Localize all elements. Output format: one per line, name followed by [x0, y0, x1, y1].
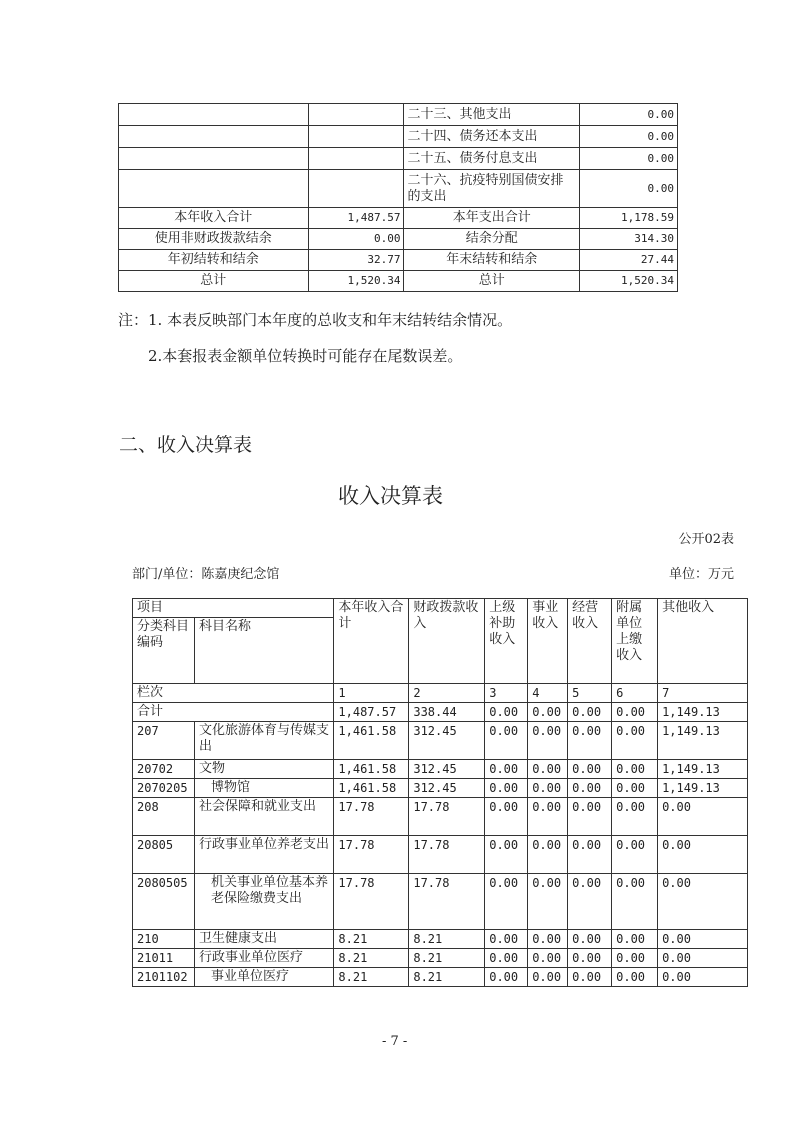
summary-cell: 本年支出合计 [404, 208, 580, 229]
table-row [133, 760, 748, 779]
summary-cell: 0.00 [580, 104, 678, 126]
summary-cell: 1,520.34 [308, 271, 404, 292]
table-cell: 0.00 [612, 949, 658, 968]
table-cell: 0.00 [612, 722, 658, 760]
table-code: 公开02表 [678, 532, 734, 547]
header-operating: 经营收入 [568, 599, 612, 684]
table-cell: 1,149.13 [658, 760, 748, 779]
code-cell: 20702 [133, 760, 195, 779]
summary-table [118, 103, 678, 292]
table-cell: 0.00 [568, 836, 612, 874]
header-name: 科目名称 [194, 618, 333, 684]
table-cell: 0.00 [658, 798, 748, 836]
summary-cell: 1,178.59 [580, 208, 678, 229]
table-cell: 0.00 [658, 836, 748, 874]
col-index: 3 [485, 684, 528, 703]
table-row [133, 779, 748, 798]
table-cell: 0.00 [528, 703, 568, 722]
table-cell: 0.00 [612, 779, 658, 798]
table-cell: 0.00 [568, 968, 612, 987]
code-cell: 21011 [133, 949, 195, 968]
total-label: 合计 [133, 703, 334, 722]
col-index: 5 [568, 684, 612, 703]
table-cell: 1,461.58 [334, 779, 409, 798]
table-cell: 1,149.13 [658, 703, 748, 722]
table-cell: 8.21 [409, 949, 485, 968]
table-cell: 0.00 [485, 703, 528, 722]
table-cell: 312.45 [409, 760, 485, 779]
table-cell: 0.00 [658, 949, 748, 968]
summary-cell: 总计 [404, 271, 580, 292]
col-index: 1 [334, 684, 409, 703]
note-line-2: 2.本套报表金额单位转换时可能存在尾数误差。 [148, 347, 463, 365]
table-row [119, 104, 678, 126]
name-cell: 文化旅游体育与传媒支出 [194, 722, 333, 760]
table-cell: 1,461.58 [334, 722, 409, 760]
summary-cell: 使用非财政拨款结余 [119, 229, 309, 250]
summary-cell [119, 104, 309, 126]
summary-cell: 314.30 [580, 229, 678, 250]
table-cell: 0.00 [485, 836, 528, 874]
code-cell: 210 [133, 930, 195, 949]
table-row [133, 949, 748, 968]
table-cell: 1,461.58 [334, 760, 409, 779]
table-cell: 0.00 [568, 798, 612, 836]
table-cell: 0.00 [485, 798, 528, 836]
unit-label: 单位：万元 [668, 567, 734, 582]
header-code: 分类科目编码 [133, 618, 195, 684]
table-cell: 17.78 [334, 836, 409, 874]
summary-cell: 年末结转和结余 [404, 250, 580, 271]
table-row [133, 930, 748, 949]
summary-cell: 0.00 [580, 170, 678, 208]
summary-cell [119, 148, 309, 170]
table-cell: 338.44 [409, 703, 485, 722]
header-business: 事业收入 [528, 599, 568, 684]
summary-cell: 二十六、抗疫特别国债安排的支出 [404, 170, 580, 208]
summary-cell: 0.00 [308, 229, 404, 250]
section-heading: 二、收入决算表 [119, 434, 253, 456]
note-line-1: 注：1. 本表反映部门本年度的总收支和年末结转结余情况。 [118, 311, 513, 329]
summary-cell: 结余分配 [404, 229, 580, 250]
table-row [133, 722, 748, 760]
table-cell: 0.00 [528, 760, 568, 779]
table-cell: 0.00 [612, 760, 658, 779]
table-cell: 312.45 [409, 722, 485, 760]
table-cell: 0.00 [528, 779, 568, 798]
table-cell: 0.00 [528, 836, 568, 874]
table-cell: 1,149.13 [658, 779, 748, 798]
table-cell: 0.00 [612, 703, 658, 722]
table-header-row [133, 599, 748, 618]
table-cell: 0.00 [568, 760, 612, 779]
table-cell: 8.21 [409, 930, 485, 949]
table-row [133, 874, 748, 930]
table-row [119, 250, 678, 271]
summary-cell [119, 170, 309, 208]
name-cell: 卫生健康支出 [194, 930, 333, 949]
code-cell: 2070205 [133, 779, 195, 798]
table-row [133, 968, 748, 987]
table-cell: 0.00 [485, 722, 528, 760]
header-affiliated: 附属单位上缴收入 [612, 599, 658, 684]
table-cell: 0.00 [612, 968, 658, 987]
table-row [133, 684, 748, 703]
table-cell: 0.00 [568, 722, 612, 760]
col-index: 4 [528, 684, 568, 703]
table-cell: 17.78 [334, 798, 409, 836]
summary-cell: 年初结转和结余 [119, 250, 309, 271]
col-index: 2 [409, 684, 485, 703]
table-cell: 0.00 [528, 930, 568, 949]
summary-cell: 二十四、债务还本支出 [404, 126, 580, 148]
table-cell: 0.00 [658, 968, 748, 987]
table-cell: 17.78 [409, 874, 485, 930]
table-cell: 8.21 [334, 930, 409, 949]
table-cell: 0.00 [485, 949, 528, 968]
table-cell: 0.00 [485, 968, 528, 987]
summary-cell: 0.00 [580, 148, 678, 170]
table-cell: 0.00 [568, 703, 612, 722]
table-cell: 0.00 [485, 874, 528, 930]
table-cell: 0.00 [612, 836, 658, 874]
col-index-label: 栏次 [133, 684, 334, 703]
header-total: 本年收入合计 [334, 599, 409, 684]
table-cell: 0.00 [485, 930, 528, 949]
table-cell: 0.00 [568, 779, 612, 798]
table-cell: 0.00 [528, 968, 568, 987]
name-cell: 文物 [194, 760, 333, 779]
department-label: 部门/单位：陈嘉庚纪念馆 [132, 567, 280, 582]
table-row [119, 148, 678, 170]
summary-cell [119, 126, 309, 148]
code-cell: 2101102 [133, 968, 195, 987]
table-row [133, 798, 748, 836]
table-cell: 0.00 [658, 930, 748, 949]
table-cell: 0.00 [612, 874, 658, 930]
table-cell: 0.00 [528, 874, 568, 930]
code-cell: 208 [133, 798, 195, 836]
name-cell: 行政事业单位医疗 [194, 949, 333, 968]
header-project: 项目 [133, 599, 334, 618]
table-cell: 0.00 [568, 949, 612, 968]
name-cell: 社会保障和就业支出 [194, 798, 333, 836]
table-cell: 8.21 [409, 968, 485, 987]
table-cell: 312.45 [409, 779, 485, 798]
table-row [133, 703, 748, 722]
table-cell: 0.00 [485, 760, 528, 779]
table-cell: 1,149.13 [658, 722, 748, 760]
table-cell: 17.78 [409, 836, 485, 874]
table-cell: 8.21 [334, 968, 409, 987]
summary-cell: 32.77 [308, 250, 404, 271]
table-row [119, 208, 678, 229]
summary-cell [308, 170, 404, 208]
table-cell: 0.00 [568, 930, 612, 949]
summary-cell [308, 126, 404, 148]
income-table [132, 598, 748, 987]
table-row [119, 229, 678, 250]
table-cell: 1,487.57 [334, 703, 409, 722]
table-cell: 0.00 [485, 779, 528, 798]
table-cell: 0.00 [528, 798, 568, 836]
header-other: 其他收入 [658, 599, 748, 684]
table-row [119, 170, 678, 208]
table-cell: 17.78 [334, 874, 409, 930]
code-cell: 207 [133, 722, 195, 760]
table-cell: 0.00 [658, 874, 748, 930]
summary-cell [308, 104, 404, 126]
header-upper: 上级补助收入 [485, 599, 528, 684]
table-cell: 17.78 [409, 798, 485, 836]
summary-cell: 27.44 [580, 250, 678, 271]
table-row [133, 836, 748, 874]
code-cell: 20805 [133, 836, 195, 874]
table-cell: 0.00 [528, 949, 568, 968]
table-row [119, 271, 678, 292]
summary-cell [308, 148, 404, 170]
table-cell: 0.00 [612, 930, 658, 949]
name-cell: 机关事业单位基本养老保险缴费支出 [194, 874, 333, 930]
summary-cell: 二十五、债务付息支出 [404, 148, 580, 170]
table-cell: 8.21 [334, 949, 409, 968]
name-cell: 博物馆 [194, 779, 333, 798]
header-fiscal: 财政拨款收入 [409, 599, 485, 684]
table-cell: 0.00 [612, 798, 658, 836]
table-row [119, 126, 678, 148]
summary-cell: 1,487.57 [308, 208, 404, 229]
table-cell: 0.00 [568, 874, 612, 930]
table-cell: 0.00 [528, 722, 568, 760]
summary-cell: 总计 [119, 271, 309, 292]
name-cell: 行政事业单位养老支出 [194, 836, 333, 874]
summary-cell: 0.00 [580, 126, 678, 148]
summary-cell: 1,520.34 [580, 271, 678, 292]
name-cell: 事业单位医疗 [194, 968, 333, 987]
table-title: 收入决算表 [338, 484, 443, 508]
summary-cell: 本年收入合计 [119, 208, 309, 229]
page-number: - 7 - [382, 1034, 408, 1049]
col-index: 7 [658, 684, 748, 703]
col-index: 6 [612, 684, 658, 703]
summary-cell: 二十三、其他支出 [404, 104, 580, 126]
code-cell: 2080505 [133, 874, 195, 930]
